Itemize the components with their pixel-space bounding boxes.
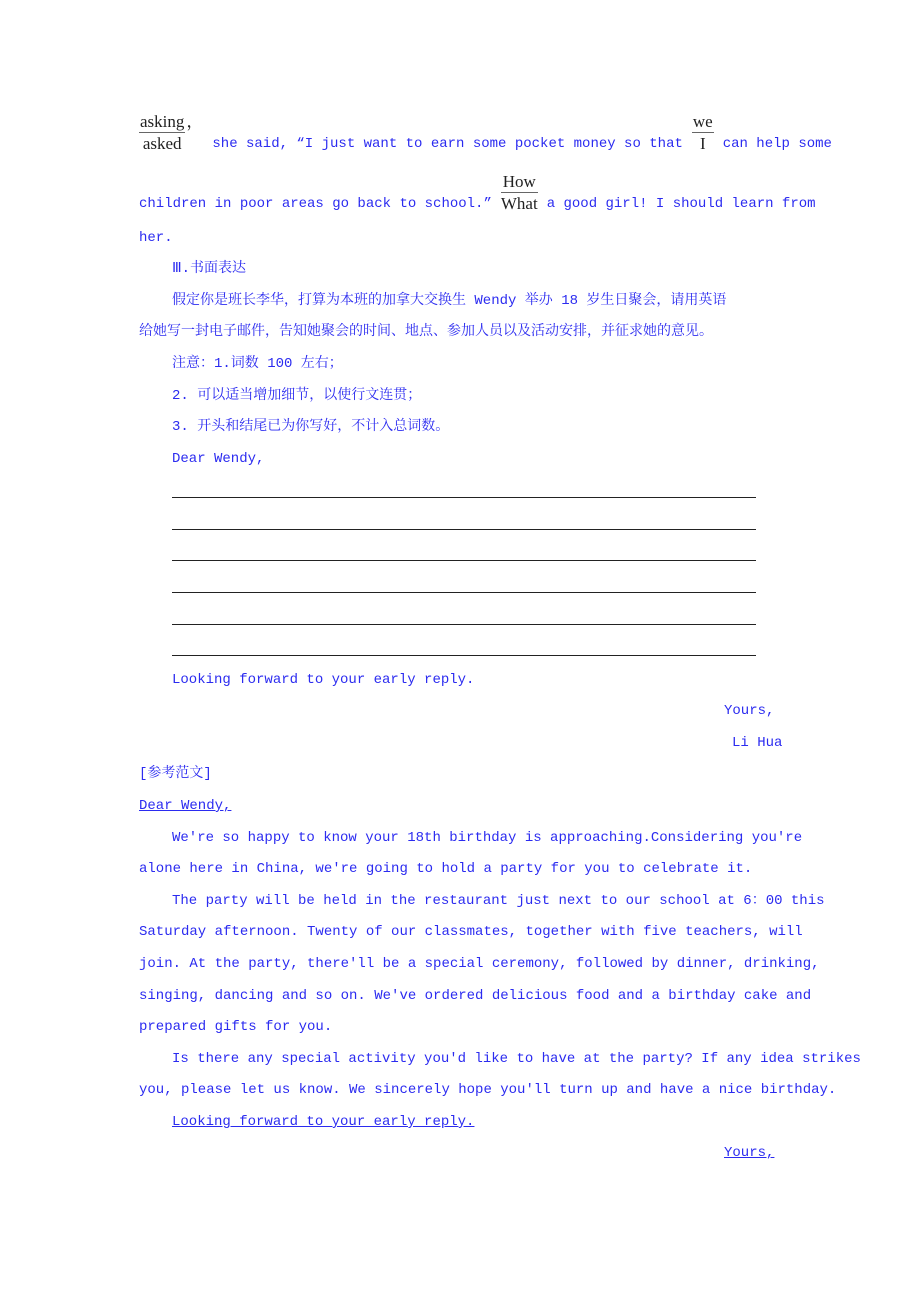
reference-line: We're so happy to know your 18th birthday is approaching.Considering you're xyxy=(172,830,803,846)
answer-row-2 xyxy=(139,172,816,215)
reference-line: prepared gifts for you. xyxy=(139,1019,333,1035)
writing-line xyxy=(172,655,756,656)
reference-line: Saturday afternoon. Twenty of our classmates, together with five teachers, will xyxy=(139,924,803,940)
answer-correct: we xyxy=(692,112,713,131)
section-heading: Ⅲ.书面表达 xyxy=(172,261,247,277)
reference-yours: Yours, xyxy=(724,1145,775,1161)
letter-yours: Yours, xyxy=(724,703,775,719)
reference-line: you, please let us know. We sincerely hope you'll turn up and have a nice birthday. xyxy=(139,1082,837,1098)
answer-row-1 xyxy=(139,112,832,155)
writing-line xyxy=(172,560,756,561)
reference-closing: Looking forward to your early reply. xyxy=(172,1114,475,1130)
text-line: children in poor areas go back to school.” xyxy=(139,196,492,212)
writing-line xyxy=(172,624,756,625)
note-line: 2. 可以适当增加细节，以使行文连贯； xyxy=(172,388,422,404)
comma: ， xyxy=(186,112,204,131)
writing-line xyxy=(172,497,756,498)
reference-line: The party will be held in the restaurant just next to our school at 6：00 this xyxy=(172,893,825,909)
answer-asking xyxy=(139,112,185,155)
reference-label: [参考范文] xyxy=(139,766,212,782)
reference-line: singing, dancing and so on. We've ordered delicious food and a birthday cake and xyxy=(139,988,812,1004)
text-line: she said, “I just want to earn some pocket money so that xyxy=(212,136,683,152)
reference-greeting: Dear Wendy, xyxy=(139,798,232,814)
writing-line xyxy=(172,592,756,593)
letter-closing: Looking forward to your early reply. xyxy=(172,672,475,688)
answer-correct: How xyxy=(502,172,536,191)
letter-greeting: Dear Wendy, xyxy=(172,451,265,467)
reference-line: alone here in China, we're going to hold a party for you to celebrate it. xyxy=(139,861,753,877)
answer-correct: asking xyxy=(140,112,185,131)
prompt-line: 给她写一封电子邮件，告知她聚会的时间、地点、参加人员以及活动安排，并征求她的意见。 xyxy=(139,324,713,340)
note-line: 3. 开头和结尾已为你写好，不计入总词数。 xyxy=(172,419,450,435)
letter-signature: Li Hua xyxy=(732,735,783,751)
prompt-line: 假定你是班长李华，打算为本班的加拿大交换生 Wendy 举办 18 岁生日聚会，请用英语 xyxy=(172,293,727,309)
answer-original: What xyxy=(500,194,538,213)
text-line: her. xyxy=(139,230,173,246)
text-line: can help some xyxy=(722,136,832,152)
answer-how xyxy=(501,172,538,215)
answer-original: I xyxy=(699,134,706,153)
reference-line: Is there any special activity you'd like to have at the party? If any idea strikes xyxy=(172,1051,861,1067)
reference-line: join. At the party, there'll be a special ceremony, followed by dinner, drinking, xyxy=(139,956,820,972)
text-line: a good girl! I should learn from xyxy=(546,196,816,212)
note-line: 注意：1.词数 100 左右； xyxy=(172,356,343,372)
writing-line xyxy=(172,529,756,530)
answer-original: asked xyxy=(142,134,182,153)
answer-we xyxy=(692,112,714,155)
